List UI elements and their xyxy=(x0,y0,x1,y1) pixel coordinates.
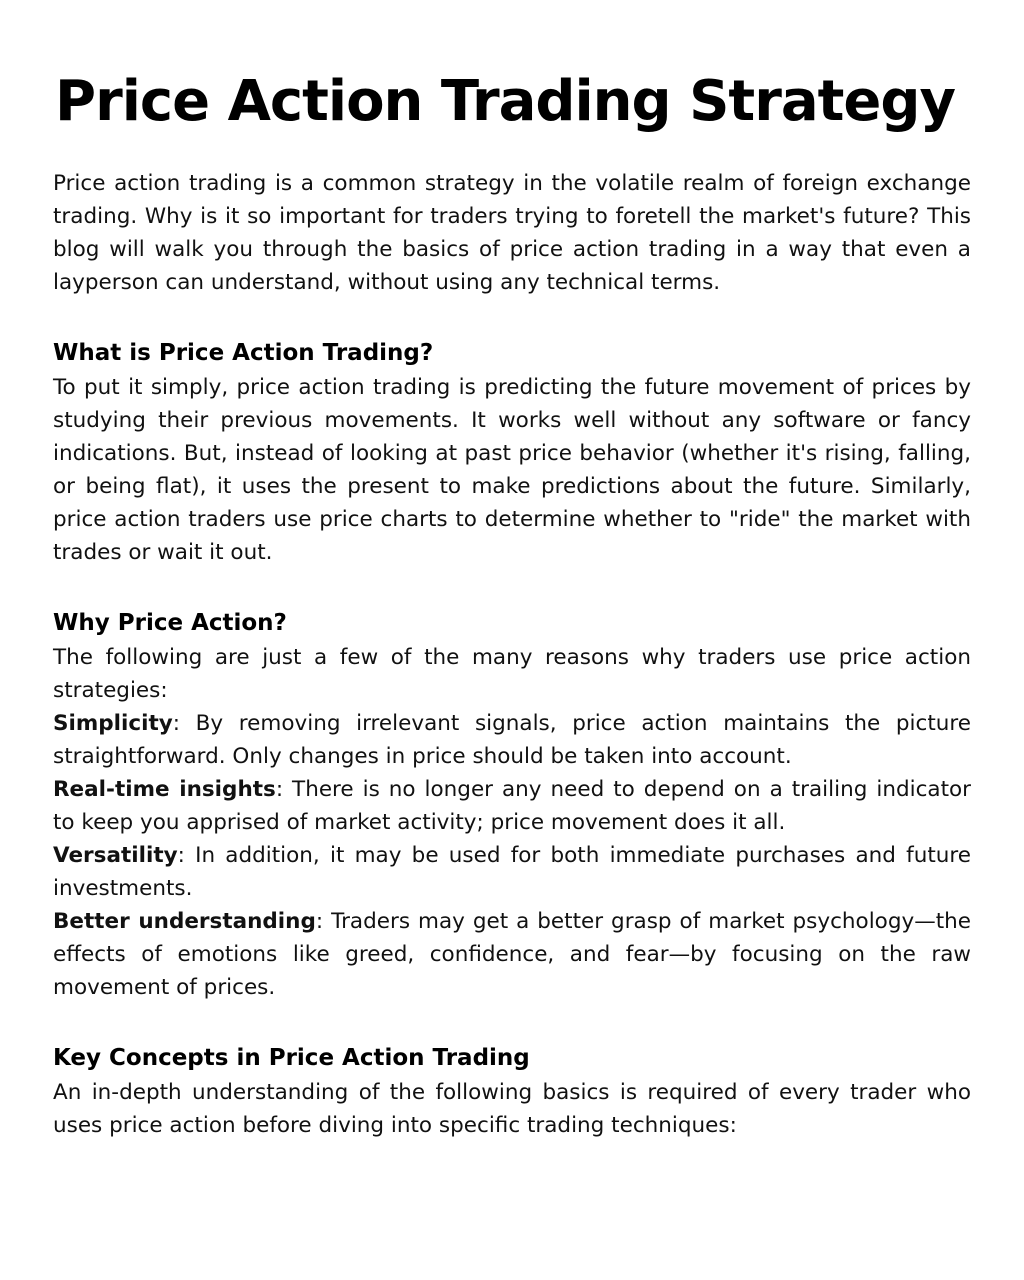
reason-text: : Traders may get a better grasp of market psychology—the effects of emotions like greed, confidence, and fear—by focusing on the raw movement of prices. xyxy=(53,909,971,1000)
section-body-what-is: To put it simply, price action trading is predicting the future movement of prices by studying their previous movements. It works well without any software or fancy indications. But, instead of looking at past price behavior (whether it's rising, falling, or being flat), it uses the present to make predictions about the future. Similarly, price action traders use price charts to determine whether to "ride" the market with trades or wait it out. xyxy=(53,375,971,565)
reason-item-understanding xyxy=(53,905,971,1004)
section-body-why: The following are just a few of the many reasons why traders use price action strategies: xyxy=(53,645,971,703)
section-body-key-concepts: An in-depth understanding of the following basics is required of every trader who uses price action before diving into specific trading techniques: xyxy=(53,1080,971,1138)
reason-term: Simplicity xyxy=(53,711,173,736)
page-title: Price Action Trading Strategy xyxy=(55,69,955,134)
reason-term: Better understanding xyxy=(53,909,316,934)
reason-item-simplicity xyxy=(53,707,971,773)
section-heading-what-is: What is Price Action Trading? xyxy=(53,340,434,366)
section-heading-key-concepts: Key Concepts in Price Action Trading xyxy=(53,1045,530,1071)
reason-term: Real-time insights xyxy=(53,777,276,802)
article-body xyxy=(53,167,971,1142)
intro-paragraph: Price action trading is a common strategy in the volatile realm of foreign exchange trading. Why is it so important for traders trying to foretell the market's future? This blog will walk you through the basics of price action trading in a way that even a layperson can understand, without using any technical terms. xyxy=(53,171,971,295)
reason-item-versatility xyxy=(53,839,971,905)
reason-text: : There is no longer any need to depend on a trailing indicator to keep you apprised of market activity; price movement does it all. xyxy=(53,777,972,835)
reason-item-real-time xyxy=(53,773,971,839)
reason-term: Versatility xyxy=(53,843,178,868)
reason-text: : In addition, it may be used for both immediate purchases and future investments. xyxy=(53,843,971,901)
section-heading-why: Why Price Action? xyxy=(53,610,287,636)
reason-text: : By removing irrelevant signals, price action maintains the picture straightforward. Only changes in price should be taken into account. xyxy=(53,711,971,769)
